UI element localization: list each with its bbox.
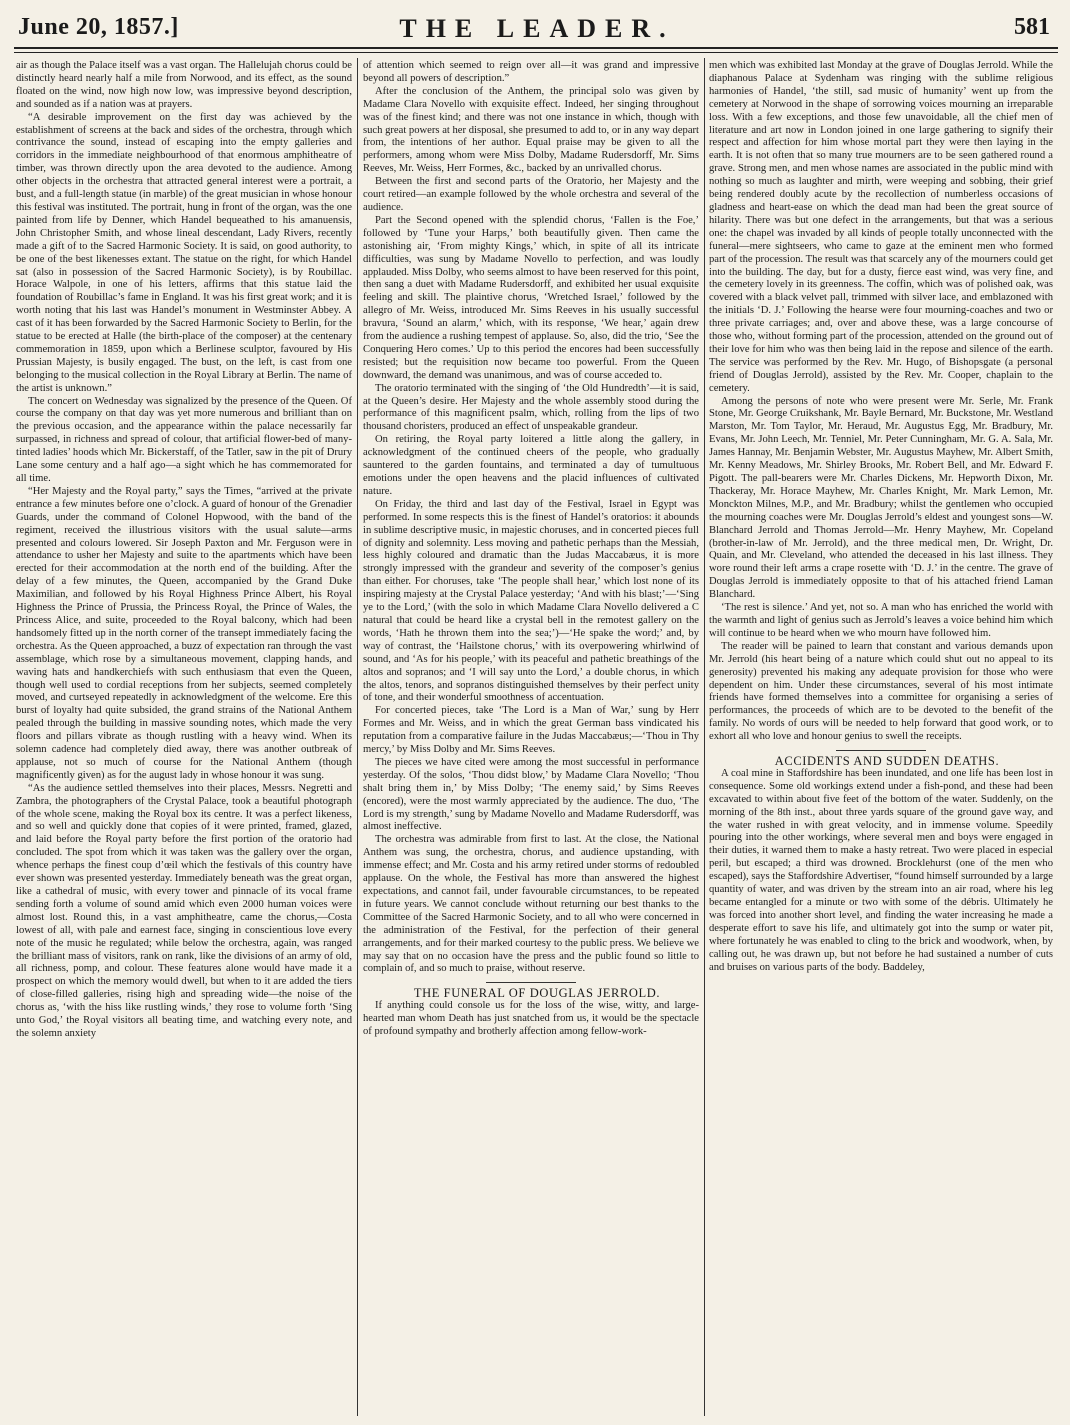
paragraph: The pieces we have cited were among the most successful in performance yesterday. Of the solos, ‘Thou didst blow,’ by Madame Clara Novello; ‘Thou shalt bring them in,’ by Miss Dolby; ‘The enemy said,’ by Sims Reeves (encored), were the most warmly appreciated by the audience. The duo, ‘The Lord is my strength,’ sung by Madame Novello and Madame Rudersdorff, was almost ineffective. (363, 756, 699, 833)
paragraph: The orchestra was admirable from first to last. At the close, the National Anthem was sung, the orchestra, chorus, and audience upstanding, with immense effect; and Mr. Costa and his army retired under storms of redoubled applause. On the whole, the Festival has more than answered the highest expectations, and cannot fail, under favourable circumstances, to be repeated in future years. We cannot conclude without returning our best thanks to the Committee of the Sacred Harmonic Society, and to all who were concerned in the administration of the Festival, for the perfection of their general arrangements, and for their marked courtesy to the public press. We believe we may say that on no occasion have the press and the public found so little to complain of, and so much to praise, without reserve. (363, 834, 699, 975)
column-2 (363, 60, 699, 1416)
page-number: 581 (1014, 14, 1050, 40)
paragraph: ‘The rest is silence.’ And yet, not so. A man who has enriched the world with the warmth and light of genius such as Jerrold’s leaves a voice behind him which will continue to be heard when we who mourn have followed him. (709, 602, 1053, 639)
column-3 (709, 60, 1053, 1416)
paragraph: Between the first and second parts of the Oratorio, her Majesty and the court retired—an example followed by the whole orchestra and several of the audience. (363, 176, 699, 213)
paragraph: “Her Majesty and the Royal party,” says the Times, “arrived at the private entrance a few minutes before one o’clock. A guard of honour of the Grenadier Guards, under the command of Colonel Hopwood, with the band of the regiment, received the illustrious visitors with the usual salute—arms presented and colours lowered. Sir Joseph Paxton and Mr. Ferguson were in attendance to usher her Majesty and suite to the apartments which have been erected for their accommodation at the north end of the building. After the delay of a few minutes, the Queen, accompanied by the Grand Duke Maximilian, and followed by his Royal Highness Prince Albert, his Royal Highness the Prince of Prussia, the Princess Royal, the Prince of Wales, the Princess Alice, and suite, proceeded to the Royal balcony, which had been handsomely fitted up in the north corner of the transept immediately facing the orchestra. As the Queen approached, a buzz of expectation ran through the vast assemblage, which rose by a simultaneous movement, clapping hands, and waving hats and handkerchiefs with such enthusiasm that even the Queen, though well used to cordial receptions from her subjects, seemed completely moved, and curtseyed repeatedly in acknowledgment of the welcome. Ere this burst of loyalty had quite subsided, the grand strains of the National Anthem pealed through the building in massive sounding notes, which made the very floors and pillars vibrate as though rustling with a heavy wind. When its solemn cadence had completely died away, there was another outbreak of applause, not so much of course for the National Anthem (though magnificently given) as for the august lady in whose honour it was sung. (16, 485, 352, 781)
paragraph: For concerted pieces, take ‘The Lord is a Man of War,’ sung by Herr Formes and Mr. Weiss, and in which the great German bass vindicated his reputation from a comparative failure in the Judas Maccabæus;—‘Thou in Thy mercy,’ by Miss Dolby and Mr. Sims Reeves. (363, 705, 699, 756)
paragraph: The concert on Wednesday was signalized by the presence of the Queen. Of course the company on that day was yet more numerous and brilliant than on the previous occasion, and the appearance within the palace necessarily far surpassed, in richness and spread of colour, that artificial flower-bed of many-tinted ladies’ hoods which Mr. Bickerstaff, of the Tatler, saw in the pit of Drury Lane some century and a half ago—a sight which he has commemorated for all time. (16, 395, 352, 484)
paragraph: air as though the Palace itself was a vast organ. The Hallelujah chorus could be distinctly heard nearly half a mile from Norwood, and its effect, as the sound floated on the wind, now high now low, was impressive beyond description, and sounded as if a nation was at prayers. (16, 60, 352, 110)
paragraph: of attention which seemed to reign over all—it was grand and impressive beyond all powers of description.” (363, 60, 699, 84)
issue-date: June 20, 1857.] (18, 14, 179, 40)
section-rule (486, 982, 576, 983)
masthead-rule-thin (14, 52, 1058, 53)
section-heading-accidents: ACCIDENTS AND SUDDEN DEATHS. (774, 754, 1000, 769)
paragraph: A coal mine in Staffordshire has been inundated, and one life has been lost in consequence. Some old workings extend under a fish-pond, and these had been excavated to within about five feet of the bottom of the water. Suddenly, on the morning of the 8th inst., about three yards square of the ground gave way, and the water rushed in with great velocity, and in immense volume. Speedily pouring into the other workings, where several men and boys were engaged in their duties, it warned them to make a hasty retreat. Two were placed in especial peril, but escaped; a third was drowned. Brocklehurst (one of the men who escaped), says the Staffordshire Advertiser, “found himself surrounded by a large quantity of water, and was driven by the stream into an air road, where his leg became entangled for a minute or two with some of the débris. Ultimately he was forced into another short level, and finding the water increasing he made a desperate effort to save his life, and ultimately got into the sump or water pit, where fortunately he was enabled to cling to the brick and woodwork, when, by calling out, he was drawn up, but not before he had sustained a number of cuts and bruises on various parts of the body. Baddeley, (709, 767, 1053, 973)
paragraph: Among the persons of note who were present were Mr. Serle, Mr. Frank Stone, Mr. George Cruikshank, Mr. Bayle Bernard, Mr. Buckstone, Mr. Westland Marston, Mr. Tom Taylor, Mr. Heraud, Mr. Augustus Egg, Mr. Bradbury, Mr. Evans, Mr. John Leech, Mr. Tenniel, Mr. Peter Cunningham, Mr. G. A. Sala, Mr. James Hannay, Mr. Benjamin Webster, Mr. Augustus Mayhew, Mr. Albert Smith, Mr. Kenny Meadows, Mr. Shirley Brooks, Mr. Robert Bell, and Mr. Edward F. Pigott. The pall-bearers were Mr. Charles Dickens, Mr. Hepworth Dixon, Mr. Thackeray, Mr. Horace Mayhew, Mr. Charles Knight, Mr. Mark Lemon, Mr. Monckton Milnes, M.P., and Mr. Bradbury; whilst the gentlemen who occupied the mourning coaches were Mr. Douglas Jerrold’s eldest and youngest sons—W. Blanchard Jerrold and Thomas Jerrold—Mr. Henry Mayhew, Mr. Copeland (brother-in-law of Mr. Jerrold), and the three medical men, Dr. Wright, Dr. Quain, and Mr. Cleveland, who attended the deceased in his last illness. They wore round their left arms a crape rosette with ‘D. J.’ in the centre. The grave of Douglas Jerrold is immediately opposite to that of his attached friend Laman Blanchard. (709, 395, 1053, 601)
column-1 (16, 60, 352, 1416)
paragraph: The reader will be pained to learn that constant and various demands upon Mr. Jerrold (his heart being of a nature which could shut out no appeal to its generosity) prevented his making any adequate provision for those who were dependent on him. Under these circumstances, several of his most intimate friends have formed themselves into a committee for organising a series of performances, the proceeds of which are to be devoted to the benefit of the family. No words of ours will be needed to help forward that good work, or to exhort all who love and honour genius to swell the receipts. (709, 640, 1053, 743)
paragraph: Part the Second opened with the splendid chorus, ‘Fallen is the Foe,’ followed by ‘Tune your Harps,’ both beautifully given. Then came the astonishing air, ‘From mighty Kings,’ which, in spite of all its intricate difficulties, was sung by Madame Novello to perfection, and was loudly applauded. Miss Dolby, who seems almost to have been reserved for this point, then sang a duet with Madame Rudersdorff, and exhibited her usual exquisite feeling and skill. The plaintive chorus, ‘Wretched Israel,’ followed by the allegro of Mr. Weiss, introduced Mr. Sims Reeves in his usually successful bravura, ‘Sound an alarm,’ which, with its response, ‘We hear,’ again drew from the audience a rushing tempest of applause. So, also, did the trio, ‘See the Conquering Hero comes.’ Up to this period the encores had been successfully resisted; but the requisition now became too powerful. From the Queen downward, the demand was unanimous, and was of course acceded to. (363, 214, 699, 381)
section-rule (836, 750, 926, 751)
section-heading-funeral: THE FUNERAL OF DOUGLAS JERROLD. (413, 986, 661, 1001)
column-divider (357, 58, 358, 1416)
column-divider (704, 58, 705, 1416)
masthead (18, 8, 1056, 50)
paragraph: After the conclusion of the Anthem, the principal solo was given by Madame Clara Novello with exquisite effect. Indeed, her singing throughout was of the finest kind; and there was not one instance in which, though with such great powers at her disposal, she presumed to add to, or in any way depart from, the intentions of her author. Equal praise may be given to all the performers, among whom were Miss Dolby, Madame Rudersdorff, Mr. Sims Reeves, Mr. Weiss, Herr Formes, &c., backed by an unrivalled chorus. (363, 85, 699, 175)
paragraph: If anything could console us for the loss of the wise, witty, and large-hearted man whom Death has just snatched from us, it would be the spectacle of profound sympathy and brotherly affection among fellow-work- (363, 1000, 699, 1038)
paragraph: “A desirable improvement on the first day was achieved by the establishment of screens at the back and sides of the orchestra, through which contrivance the sound, instead of escaping into the empty galleries and corridors in the immediate neighbourhood of that enormous amphitheatre of timber, was thrown directly upon the area devoted to the audience. Among other objects in the orchestra that attracted general interest were a portrait, a bust, and a full-length statue (in marble) of the great musician in whose honour this festival was instituted. The portrait, hung in front of the organ, was the one painted from life by Denner, which Handel bequeathed to his amanuensis, John Christopher Smith, and whose lineal descendant, Lady Rivers, recently made a gift of to the Sacred Harmonic Society. It is said, on good authority, to be one of the best likenesses extant. The statue on the right, for which Handel sat (also in possession of the Sacred Harmonic Society), is by Roubillac. Horace Walpole, in one of his letters, affirms that this statue laid the foundation of Roubillac’s fame in England. It was his first great work; and it is worth noting that his last was Handel’s monument in Westminster Abbey. A cast of it has been forwarded by the Sacred Harmonic Society to Berlin, for the statue to be erected at Halle (the birth-place of the composer) at the centenary commemoration in 1859, upon which a Berlinese sculptor, favoured by His Prussian Majesty, is busily engaged. The bust, on the left, is cast from one belonging to the musical collection in the Royal Library at Berlin. The name of the artist is unknown.” (16, 111, 352, 394)
paragraph: On retiring, the Royal party loitered a little along the gallery, in acknowledgment of the continued cheers of the people, who gradually sauntered to the garden fountains, and terminated a day of tumultuous emotions under the open heavens and the placid influences of cultivated nature. (363, 434, 699, 497)
paragraph: “As the audience settled themselves into their places, Messrs. Negretti and Zambra, the photographers of the Crystal Palace, took a beautiful photograph of the whole scene, making the Royal box its centre. It was a perfect likeness, and so well and quickly done that copies of it were printed, framed, glazed, and laid before the Royal party before the first portion of the oratorio had concluded. The spot from which it was taken was the gallery over the organ, whence perhaps the finest coup d’œil which the festivals of this country have ever shown was presented yesterday. Immediately beneath was the great organ, like a cathedral of music, with every tower and pinnacle of its vocal frame sending forth a volume of sound amid which even 2000 human voices were almost lost. Round this, in a vast amphitheatre, came the chorus,—Costa lowest of all, with pale and earnest face, singing in conscientious love every note of the music he regulated; while below the orchestra, again, was ranged the brilliant mass of visitors, rank on rank, like the divisions of an army of old, all richness, pomp, and colour. These features alone would have made it a prospect on which the memory would dwell, but when to it are added the tiers of close-filled galleries, rising high and spreading wide—the noise of the chorus as, ‘with the hiss like rustling winds,’ they rose to volume forth ‘Sing unto God,’ the Royal visitors all beating time, and watching every note, and the solemn anxiety (16, 782, 352, 1039)
paragraph: The oratorio terminated with the singing of ‘the Old Hundredth’—it is said, at the Queen’s desire. Her Majesty and the whole assembly stood during the performance of this magnificent psalm, which, rolling from the lips of two thousand choristers, produced an effect of unspeakable grandeur. (363, 382, 699, 433)
newspaper-title: THE LEADER. (399, 14, 675, 43)
masthead-rule (14, 47, 1058, 49)
paragraph: men which was exhibited last Monday at the grave of Douglas Jerrold. While the diaphanous Palace at Sydenham was ringing with the sublime religious harmonies of Handel, ‘the still, sad music of humanity’ went up from the cemetery at Norwood in the shape of sorrowing voices mourning an irreparable loss. With a few exceptions, and those few unavoidable, all the chief men of literature and art now in London joined in one large gathering to signify their respect and affection for him whose mortal part they were then laying in the earth. It is not often that so many true mourners are to be seen gathered round a grave. Strong men, and men whose names are associated in the public mind with nothing so much as laughter and mirth, were weeping and sobbing, their grief being rendered doubly acute by the recollection of numberless occasions of gladness and heart-ease on which the dead man had been the great source of hilarity. There was but one defect in the arrangements, but that was a serious one: the chapel was invaded by all kinds of people totally unconnected with the funeral—mere sightseers, who came to gaze at the eminent men who formed part of the procession. The result was that scarcely any of the mourners could get into the building. The day, but for a dusty, fierce east wind, was very fine, and the cemetery lovely in its greenness. The coffin, which was of polished oak, was covered with a black velvet pall, trimmed with silver lace, and emblazoned with the initials ‘D. J.’ Following the hearse were four mourning-coaches and two or three private carriages; and, over and above these, was a large concourse of those who, without forming part of the procession, attended on the ground out of their love for him who was then being laid in the repose and silence of the earth. The service was performed by the Rev. Mr. Hugo, of Bishopsgate (a personal friend of Douglas Jerrold), assisted by the Rev. Mr. Cooper, chaplain to the cemetery. (709, 60, 1053, 394)
paragraph: On Friday, the third and last day of the Festival, Israel in Egypt was performed. In some respects this is the finest of Handel’s oratorios: it abounds in sublime descriptive music, in majestic choruses, and in concerted pieces full of dignity and solemnity. Less moving and pathetic perhaps than the Messiah, less highly coloured and dramatic than the Judas Maccabæus, it is more strongly impressed with the grandeur and severity of the composer’s genius than either. For choruses, take ‘The people shall hear,’ which lost none of its inspiring majesty at the Crystal Palace yesterday; ‘And with his blast;’—‘Sing ye to the Lord,’ (with the solo in which Madame Clara Novello delivered a C natural that could be heard like a crystal bell in the remotest gallery on the words, ‘Hath he thrown them into the sea;’)—‘He spake the word;’ and, by way of contrast, the ‘Hailstone chorus,’ with its overpowering whirlwind of sound, and ‘As for his people,’ with its peaceful and pathetic breathings of the altos and sopranos; and ‘I will say unto the Lord,’ a double chorus, in which the altos, tenors, and sopranos distinguished themselves by their perfect unity of tone, and their wonderful smoothness of accentuation. (363, 498, 699, 704)
